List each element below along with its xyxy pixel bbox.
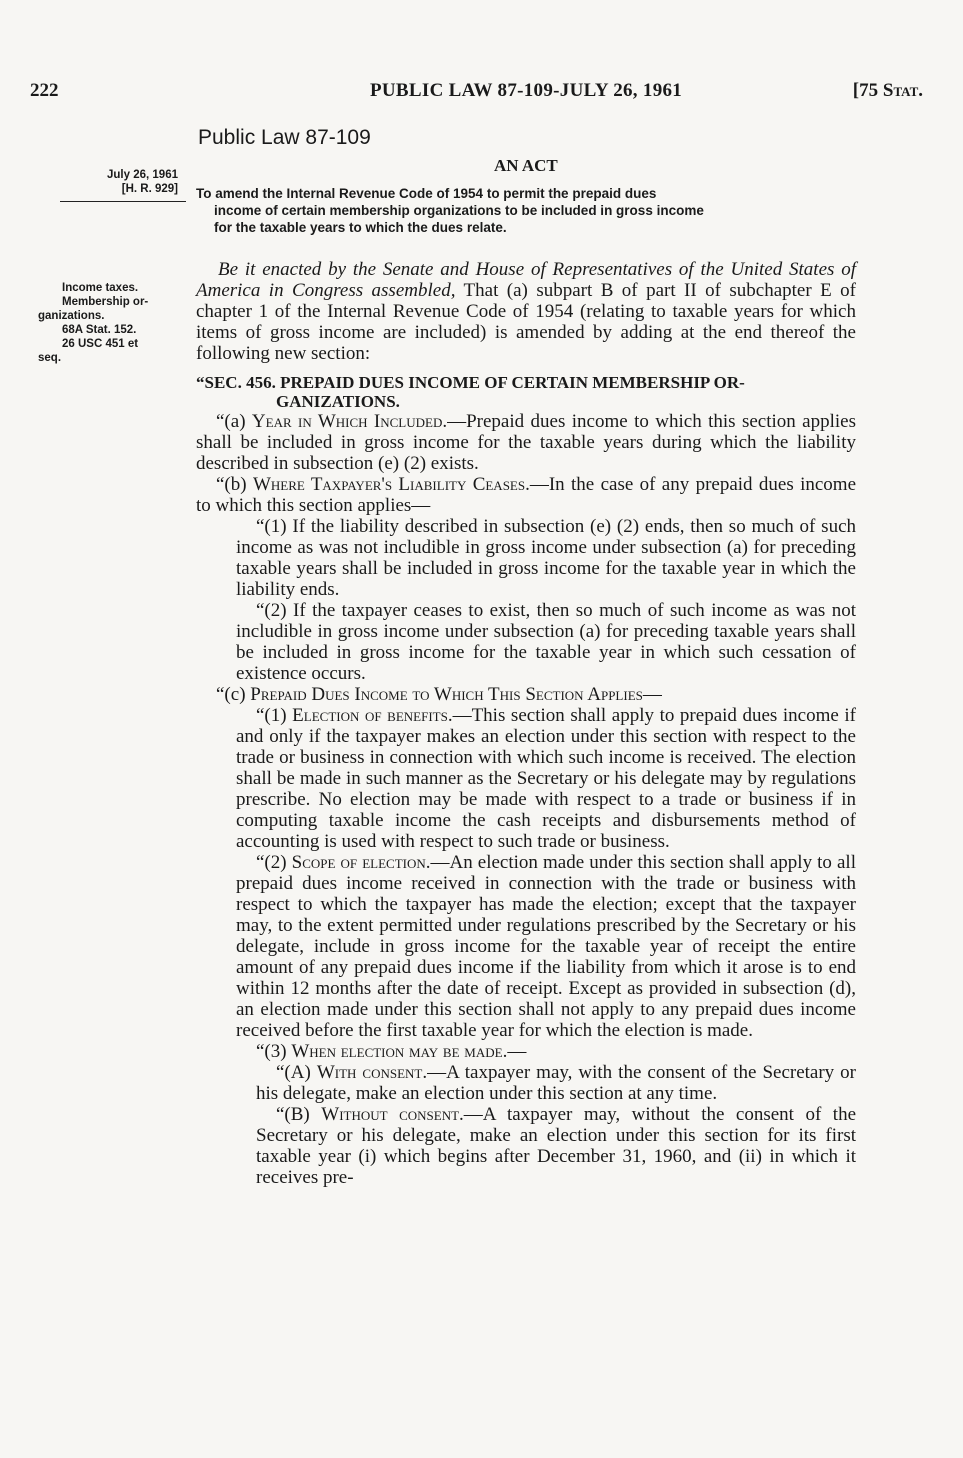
- margin-note: Membership or-: [62, 296, 149, 308]
- enacting-clause: [196, 259, 856, 364]
- section-heading-line: GANIZATIONS.: [276, 392, 400, 411]
- margin-note: seq.: [38, 352, 62, 364]
- purpose-clause: [196, 185, 856, 236]
- act-label: AN ACT: [494, 156, 558, 175]
- divider: [60, 201, 186, 202]
- subsection-heading: Year in Which Included.: [251, 411, 448, 432]
- section-heading: [196, 373, 856, 411]
- paragraph-label: “(1): [256, 705, 293, 726]
- subsection-heading: Where Taxpayer's Liability Ceases.: [252, 474, 530, 495]
- margin-note: ganizations.: [38, 310, 105, 322]
- subparagraph-text: —A taxpayer may, with the consent of the Secretary or his delegate, make an election under this section at any time.: [256, 1062, 857, 1104]
- paragraph-c2: [196, 852, 856, 1041]
- subsection-c: [196, 684, 856, 705]
- law-body: [196, 259, 856, 1188]
- margin-bill: [H. R. 929]: [121, 183, 178, 195]
- paragraph-text: —An election made under this section shall apply to all prepaid dues income received in connection with the trade or business with respect to which the taxpayer has made the election; except that the taxpayer may, to the extent permitted under regulations prescribed by the Secretary or his delegate, include in gross income for the taxable year of receipt the entire amount of any prepaid dues income if the liability from which it arose is to end within 12 months after the date of receipt. Except as provided in subsection (d), an election made under this section shall not apply to any prepaid dues income received before the first taxable year for which the election is made.: [236, 852, 856, 1041]
- subsection-a: [196, 411, 856, 474]
- paragraph-heading: When election may be made.: [291, 1041, 508, 1062]
- paragraph-c1: [196, 705, 856, 852]
- margin-note: 26 USC 451 et: [62, 338, 139, 350]
- subsection-b: [196, 474, 856, 516]
- subparagraph-B: [196, 1104, 856, 1188]
- paragraph-c3: [196, 1041, 856, 1062]
- section-heading-line: “SEC. 456. PREPAID DUES INCOME OF CERTAIN MEMBERSHIP OR-: [196, 373, 745, 392]
- subsection-heading: Prepaid Dues Income to Which This Section Applies: [250, 684, 643, 705]
- margin-note: Income taxes.: [62, 282, 139, 294]
- subparagraph-label: “(A): [276, 1062, 317, 1083]
- subsection-label: “(c): [216, 684, 251, 705]
- paragraph-text: —: [507, 1041, 527, 1062]
- law-title: Public Law 87-109: [198, 126, 371, 149]
- subparagraph-text: —A taxpayer may, without the consent of the Secretary or his delegate, make an election under this section for its first taxable year (i) which begins after December 31, 1960, and (ii) in which it receives pre-: [256, 1104, 856, 1188]
- paragraph-label: “(2): [256, 852, 292, 873]
- subparagraph-heading: Without consent.: [321, 1104, 464, 1125]
- running-header: [30, 80, 923, 106]
- paragraph-label: “(3): [256, 1041, 292, 1062]
- subsection-label: “(a): [216, 411, 252, 432]
- purpose-line: To amend the Internal Revenue Code of 1954 to permit the prepaid dues: [196, 186, 657, 201]
- enacting-text: That (a) subpart B of part II of subchapter E of chapter 1 of the Internal Revenue Code of 1954 (relating to taxable years for which items of gross income are included) is amended by adding at the end thereof the following new section:: [196, 280, 857, 364]
- purpose-line: for the taxable years to which the dues relate.: [214, 220, 507, 235]
- page-number: 222: [30, 80, 59, 101]
- paragraph-text: —This section shall apply to prepaid dues income if and only if the taxpayer makes an election under this section with respect to the trade or business in connection with which such income is received. The election shall be made in such manner as the Secretary or his delegate may by regulations prescribe. No election may be made with respect to a trade or business if in computing taxable income the cash receipts and disbursements method of accounting is used with respect to such trade or business.: [236, 705, 856, 852]
- purpose-line: income of certain membership organizations to be included in gross income: [214, 203, 704, 218]
- subsection-text: —In the case of any prepaid dues income to which this section applies—: [196, 474, 857, 516]
- paragraph-b1: “(1) If the liability described in subsection (e) (2) ends, then so much of such income as was not includible in gross income under subsection (a) for preceding taxable years shall be included in gross income for the taxable year in which the liability ends.: [236, 516, 856, 600]
- margin-note: 68A Stat. 152.: [62, 324, 137, 336]
- subsection-label: “(b): [216, 474, 253, 495]
- subparagraph-A: [196, 1062, 856, 1104]
- paragraph-heading: Scope of election.: [291, 852, 431, 873]
- paragraph-b2: “(2) If the taxpayer ceases to exist, then so much of such income as was not includible in gross income under subsection (a) for preceding taxable years shall be included in gross income for the taxable year in which such cessation of existence occurs.: [236, 600, 856, 684]
- margin-date-note: [68, 168, 178, 196]
- subsection-text: —: [642, 684, 662, 705]
- statute-reference: [75 Stat.: [852, 80, 923, 101]
- enacting-formula: Be it enacted by the Senate and House of Representatives of the United States of America in Congress assembled,: [196, 259, 856, 301]
- paragraph-heading: Election of benefits.: [292, 705, 453, 726]
- subparagraph-label: “(B): [276, 1104, 322, 1125]
- margin-subject-notes: [38, 281, 188, 365]
- header-title: PUBLIC LAW 87-109-JULY 26, 1961: [370, 80, 683, 101]
- subparagraph-heading: With consent.: [316, 1062, 428, 1083]
- subsection-text: —Prepaid dues income to which this section applies shall be included in gross income for the taxable years during which the liability described in subsection (e) (2) exists.: [196, 411, 856, 474]
- margin-date: July 26, 1961: [107, 169, 178, 181]
